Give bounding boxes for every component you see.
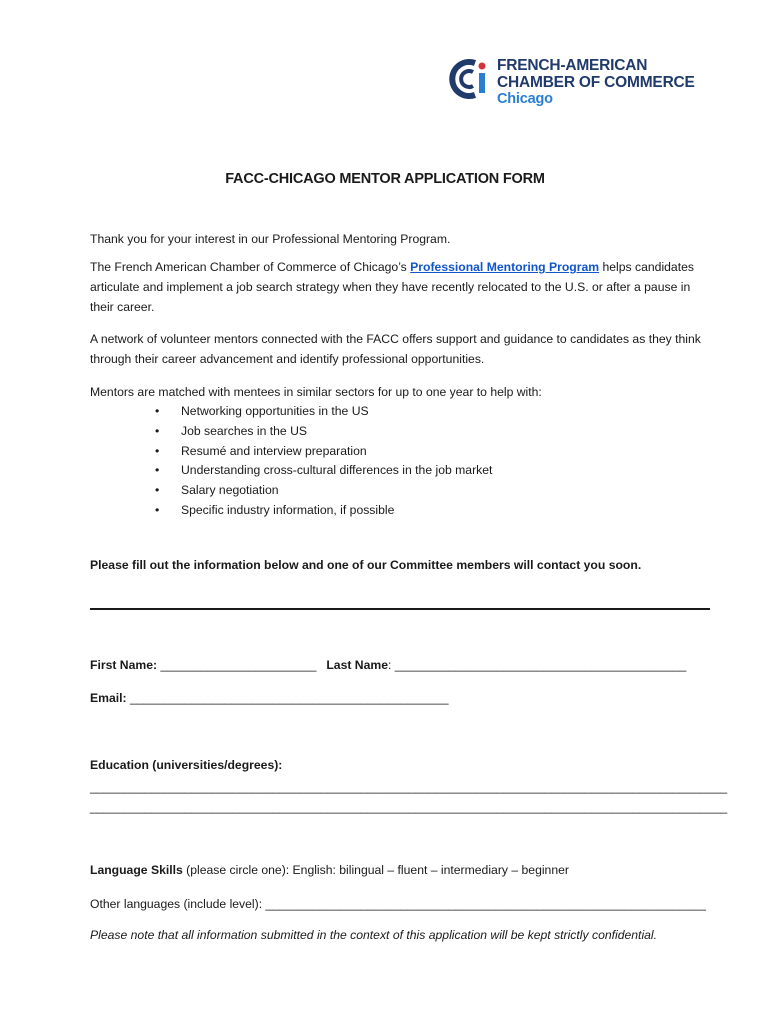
first-name-label: First Name: (90, 658, 158, 672)
matched-text: Mentors are matched with mentees in similar sectors for up to one year to help with: (90, 385, 542, 399)
logo-line-2: CHAMBER OF COMMERCE (497, 74, 695, 91)
professional-mentoring-program-link[interactable]: Professional Mentoring Program (410, 260, 600, 274)
other-languages-label: Other languages (include level): (90, 897, 263, 911)
email-label: Email: (90, 691, 127, 705)
email-field[interactable]: _______________________________________________ (126, 691, 449, 705)
list-item: • Salary negotiation (155, 481, 492, 501)
list-item: • Networking opportunities in the US (155, 402, 492, 422)
network-paragraph: A network of volunteer mentors connected with the FACC offers support and guidance to candidates as they think through their career advancement and identify professional opportunities. (90, 332, 701, 366)
section-divider (90, 608, 710, 610)
facc-logo-icon (445, 55, 493, 103)
list-item: • Understanding cross-cultural differences in the job market (155, 461, 492, 481)
last-name-label: Last Name (326, 658, 388, 672)
help-list (155, 402, 492, 521)
last-name-field[interactable]: : ___________________________________________ (388, 658, 687, 672)
program-paragraph (90, 257, 710, 317)
education-field-line-2[interactable]: ______________________________________________________________________________________________ (90, 800, 728, 814)
email-row (90, 691, 449, 705)
name-row (90, 658, 686, 672)
program-text-before: The French American Chamber of Commerce of Chicago’s (90, 260, 411, 274)
program-text-after: helps candidates articulate and implement a job search strategy when they have recently relocated to the U.S. or after a pause in their career. (90, 260, 694, 314)
form-title: FACC-CHICAGO MENTOR APPLICATION FORM (225, 171, 545, 187)
language-skills-row (90, 863, 569, 877)
confidentiality-note: Please note that all information submitted in the context of this application will be kept strictly confidential. (90, 928, 658, 942)
language-skills-options[interactable]: (please circle one): English: bilingual – fluent – intermediary – beginner (182, 863, 569, 877)
education-label: Education (universities/degrees): (90, 758, 283, 772)
facc-logo (445, 53, 715, 123)
education-field-line-1[interactable]: ______________________________________________________________________________________________ (90, 780, 728, 794)
list-item: • Resumé and interview preparation (155, 442, 492, 462)
intro-text: Thank you for your interest in our Professional Mentoring Program. (90, 232, 451, 246)
list-item: • Specific industry information, if possible (155, 501, 492, 521)
language-skills-label: Language Skills (90, 863, 183, 877)
logo-city: Chicago (497, 91, 553, 107)
logo-line-1: FRENCH-AMERICAN (497, 57, 648, 74)
other-languages-field[interactable]: _________________________________________________________________ (262, 897, 707, 911)
first-name-field[interactable]: _______________________ (157, 658, 317, 672)
other-languages-row (90, 897, 706, 911)
instruction-text: Please fill out the information below and one of our Committee members will contact you soon. (90, 558, 642, 572)
list-item: • Job searches in the US (155, 422, 492, 442)
